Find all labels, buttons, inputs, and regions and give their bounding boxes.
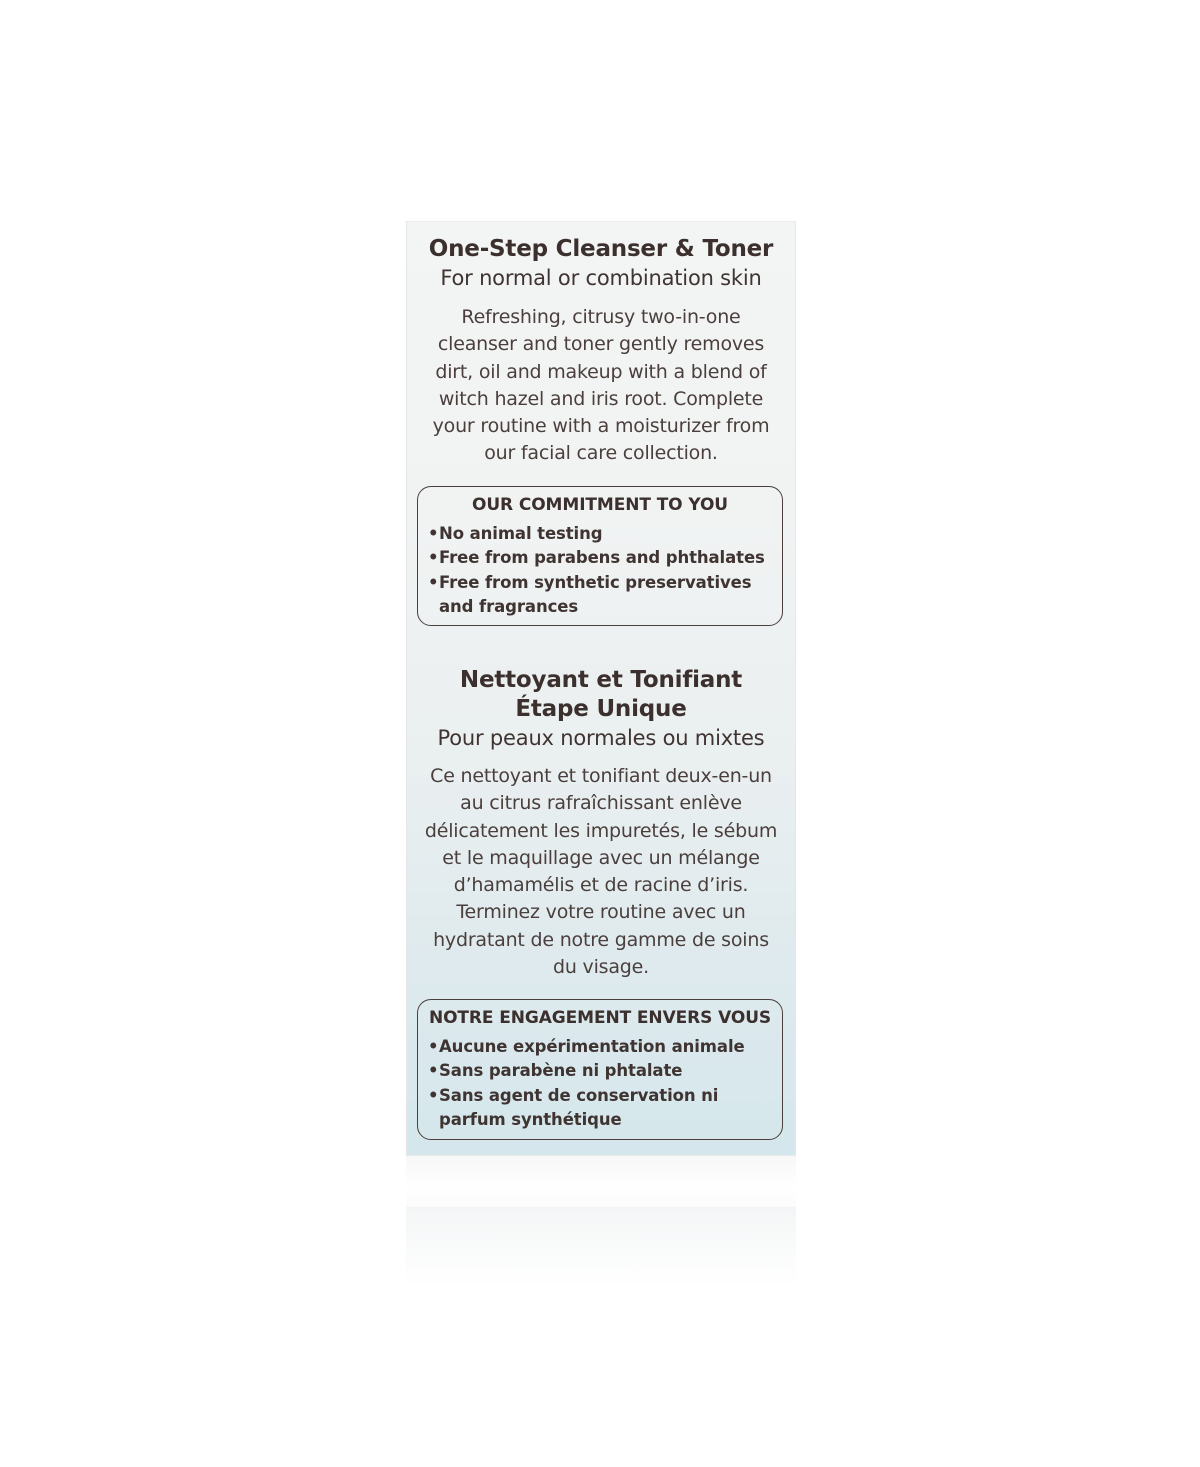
bullet-icon: • [428, 548, 439, 568]
product-reflection [406, 1207, 796, 1287]
french-product-subtitle: Pour peaux normales ou mixtes [437, 726, 765, 750]
commitment-item: • Aucune expérimentation animale [428, 1035, 776, 1059]
bullet-icon: • [428, 524, 439, 543]
bullet-icon: • [428, 1037, 439, 1056]
bullet-icon: • [428, 1061, 439, 1081]
english-product-title: One-Step Cleanser & Toner [428, 236, 774, 262]
french-commitment-box [417, 999, 783, 1140]
french-product-title-line2: Étape Unique [515, 696, 687, 722]
french-product-title-line1: Nettoyant et Tonifiant [459, 667, 743, 693]
commitment-item: • Sans agent de conservation ni parfum synthétique [428, 1085, 719, 1129]
english-commitment-title: OUR COMMITMENT TO YOU [471, 495, 729, 515]
english-commitment-box [417, 486, 783, 626]
product-box-base [406, 1155, 796, 1208]
bullet-icon: • [428, 572, 439, 592]
commitment-item: • Free from parabens and phthalates [428, 546, 776, 570]
french-commitment-title: NOTRE ENGAGEMENT ENVERS VOUS [428, 1008, 772, 1028]
english-description: Refreshing, citrusy two-in-one cleanser and toner gently removes dirt, oil and makeup with a blend of witch hazel and iris root. Complete your routine with a moisturizer from our facial care collection. [432, 306, 770, 465]
french-description: Ce nettoyant et tonifiant deux-en-un au citrus rafraîchissant enlève délicatement les impuretés, le sébum et le maquillage avec un mélange d’hamamélis et de racine d’iris. Terminez votre routine avec un hydratant de notre gamme de soins du visage. [424, 765, 778, 979]
commitment-item: • Sans parabène ni phtalate [428, 1059, 776, 1083]
english-product-subtitle: For normal or combination skin [440, 266, 762, 290]
english-commitment-list [418, 522, 782, 619]
french-commitment-list [418, 1035, 782, 1132]
bullet-icon: • [428, 1085, 439, 1105]
commitment-item: • No animal testing [428, 522, 776, 546]
commitment-item: • Free from synthetic preservatives and fragrances [428, 572, 752, 616]
